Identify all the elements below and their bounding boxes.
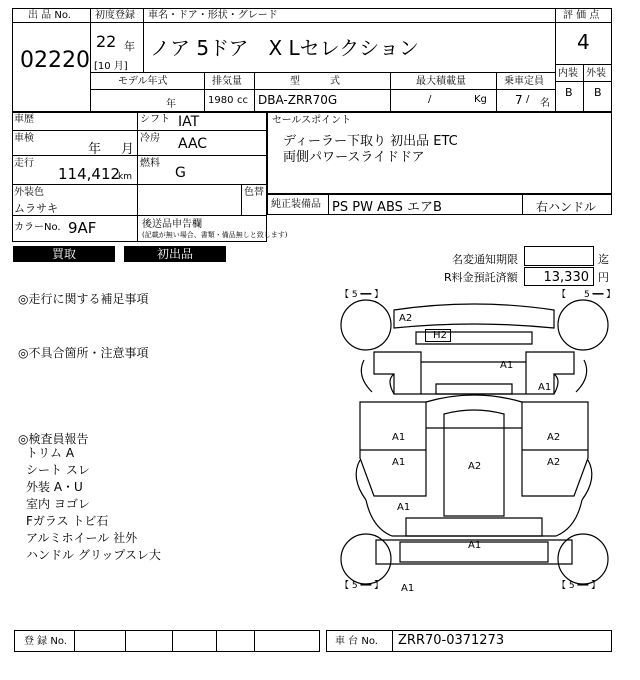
lot-number: 02220 [20,48,90,73]
title-change-box [524,246,594,266]
interior-grade: B [565,86,573,99]
handle-value: 右ハンドル [536,200,597,214]
mileage-value: 114,412 [58,165,121,183]
mark-quarter-left: A1 [397,502,411,513]
mark-front-fender-right: A1 [500,360,514,371]
inspection-month-unit: 月 [121,142,135,157]
fuel-label: 燃料 [140,158,160,169]
ext-color-label: 外装色 [14,187,44,198]
recycle-unit: 円 [598,271,609,284]
first-listing-tag: 初出品 [124,246,226,262]
capacity-sep: / [526,94,530,105]
color-no-value: 9AF [68,219,97,237]
tire-front-right [558,300,608,350]
tire-bl-label: 【 5 ━━ 】 [340,581,384,591]
displacement-value: 1980 [208,95,234,106]
post-report-label: 後送品申告欄 [142,219,202,230]
sales-point-line-1: ディーラー下取り 初出品 ETC [283,134,458,149]
grade-label: 評 価 点 [563,10,600,21]
exterior-grade: B [594,86,602,99]
title-change-unit: 迄 [598,253,609,266]
model-year-label: モデル年式 [118,76,168,87]
mark-back-door: A1 [468,540,482,551]
defect-notes-label: ◎不具合箇所・注意事項 [18,346,149,360]
post-report-note: (記載が無い場合、書類・備品無しと致します) [142,231,288,239]
reg-no-label: 登 録 No. [24,636,67,647]
inspector-line: アルミホイール 社外 [26,531,138,545]
inspection-label: 車検 [14,133,34,144]
mileage-unit: km [118,172,132,182]
max-load-sep: / [428,94,432,105]
model-year-unit: 年 [166,99,176,110]
first-reg-label: 初度登録 [95,10,135,21]
lot-label: 出 品 No. [28,10,71,21]
color-no-label: カラーNo. [14,222,61,233]
title-change-label: 名変通知期限 [452,253,518,266]
mark-quarter-right-extra: A1 [538,382,552,393]
inspector-line: シート スレ [26,463,90,477]
shift-value: IAT [178,114,200,130]
driving-notes-label: ◎走行に関する補足事項 [18,292,149,306]
inspector-report-label: ◎検査員報告 [18,432,89,446]
car-name-label: 車名・ドア・形状・グレード [148,10,278,21]
capacity-unit: 名 [540,98,550,109]
max-load-label: 最大積載量 [416,76,466,87]
shift-label: シフト [140,114,170,125]
exterior-label: 外装 [586,68,606,79]
tire-rear-right [558,534,608,584]
sales-point-line-2: 両側パワースライドドア [283,150,425,165]
inspector-line: 室内 ヨゴレ [26,497,90,511]
tire-front-left [341,300,391,350]
displacement-label: 排気量 [212,76,242,87]
buy-tag: 買取 [13,246,115,262]
mark-door-left-rear: A1 [392,457,406,468]
sales-point-label: セールスポイント [272,115,352,126]
displacement-unit: cc [237,95,248,106]
first-reg-year-unit: 年 [124,40,135,53]
inspector-line: ハンドル グリップスレ大 [26,548,161,562]
type-value: DBA-ZRR70G [258,93,338,107]
mark-door-left-front: A1 [392,432,406,443]
mark-roof: A2 [468,461,482,472]
chassis-label: 車 台 No. [335,636,378,647]
mark-rear-bumper: A1 [401,583,415,594]
equipment-value: PS PW ABS エアB [332,200,442,215]
inspector-line: Fガラス トビ石 [26,514,109,528]
recycle-label: R料金預託済額 [444,271,518,284]
first-reg-month: [10 月] [94,61,128,72]
car-damage-diagram [336,288,612,604]
interior-label: 内装 [558,68,578,79]
equipment-label: 純正装備品 [271,199,321,210]
recycle-box: 13,330 [524,267,594,286]
mark-door-right-front: A2 [547,432,561,443]
ac-label: 冷房 [140,133,160,144]
tire-tl-label: 【 5 ━━ 】 [340,290,384,300]
mileage-label: 走行 [14,158,34,169]
inspector-line: トリム A [26,446,75,460]
max-load-unit: Kg [474,94,487,105]
inspection-year-unit: 年 [88,142,102,157]
history-label: 車歴 [14,114,34,125]
capacity-label: 乗車定員 [504,76,544,87]
grade-value: 4 [577,30,590,54]
ac-value: AAC [178,136,208,152]
fuel-value: G [175,165,186,181]
tire-tr-label: 【 5 ━━ 】 [557,290,616,300]
ext-color-value: ムラサキ [14,202,58,215]
capacity-value: 7 [515,93,523,107]
type-label: 型 式 [290,76,340,87]
first-reg-year: 22 [96,32,117,51]
mark-hood-edge: H2 [433,330,447,341]
color-change-label: 色替 [244,187,264,198]
inspector-line: 外装 A・U [26,480,83,494]
car-name: ノア 5ドア X Lセレクション [150,36,419,60]
inspector-report-lines [26,446,236,565]
tire-rear-left [341,534,391,584]
chassis-number: ZRR70-0371273 [398,633,505,648]
mark-front-bumper: A2 [399,313,413,324]
mark-door-right-rear: A2 [547,457,561,468]
tire-br-label: 【 5 ━━ 】 [557,581,601,591]
